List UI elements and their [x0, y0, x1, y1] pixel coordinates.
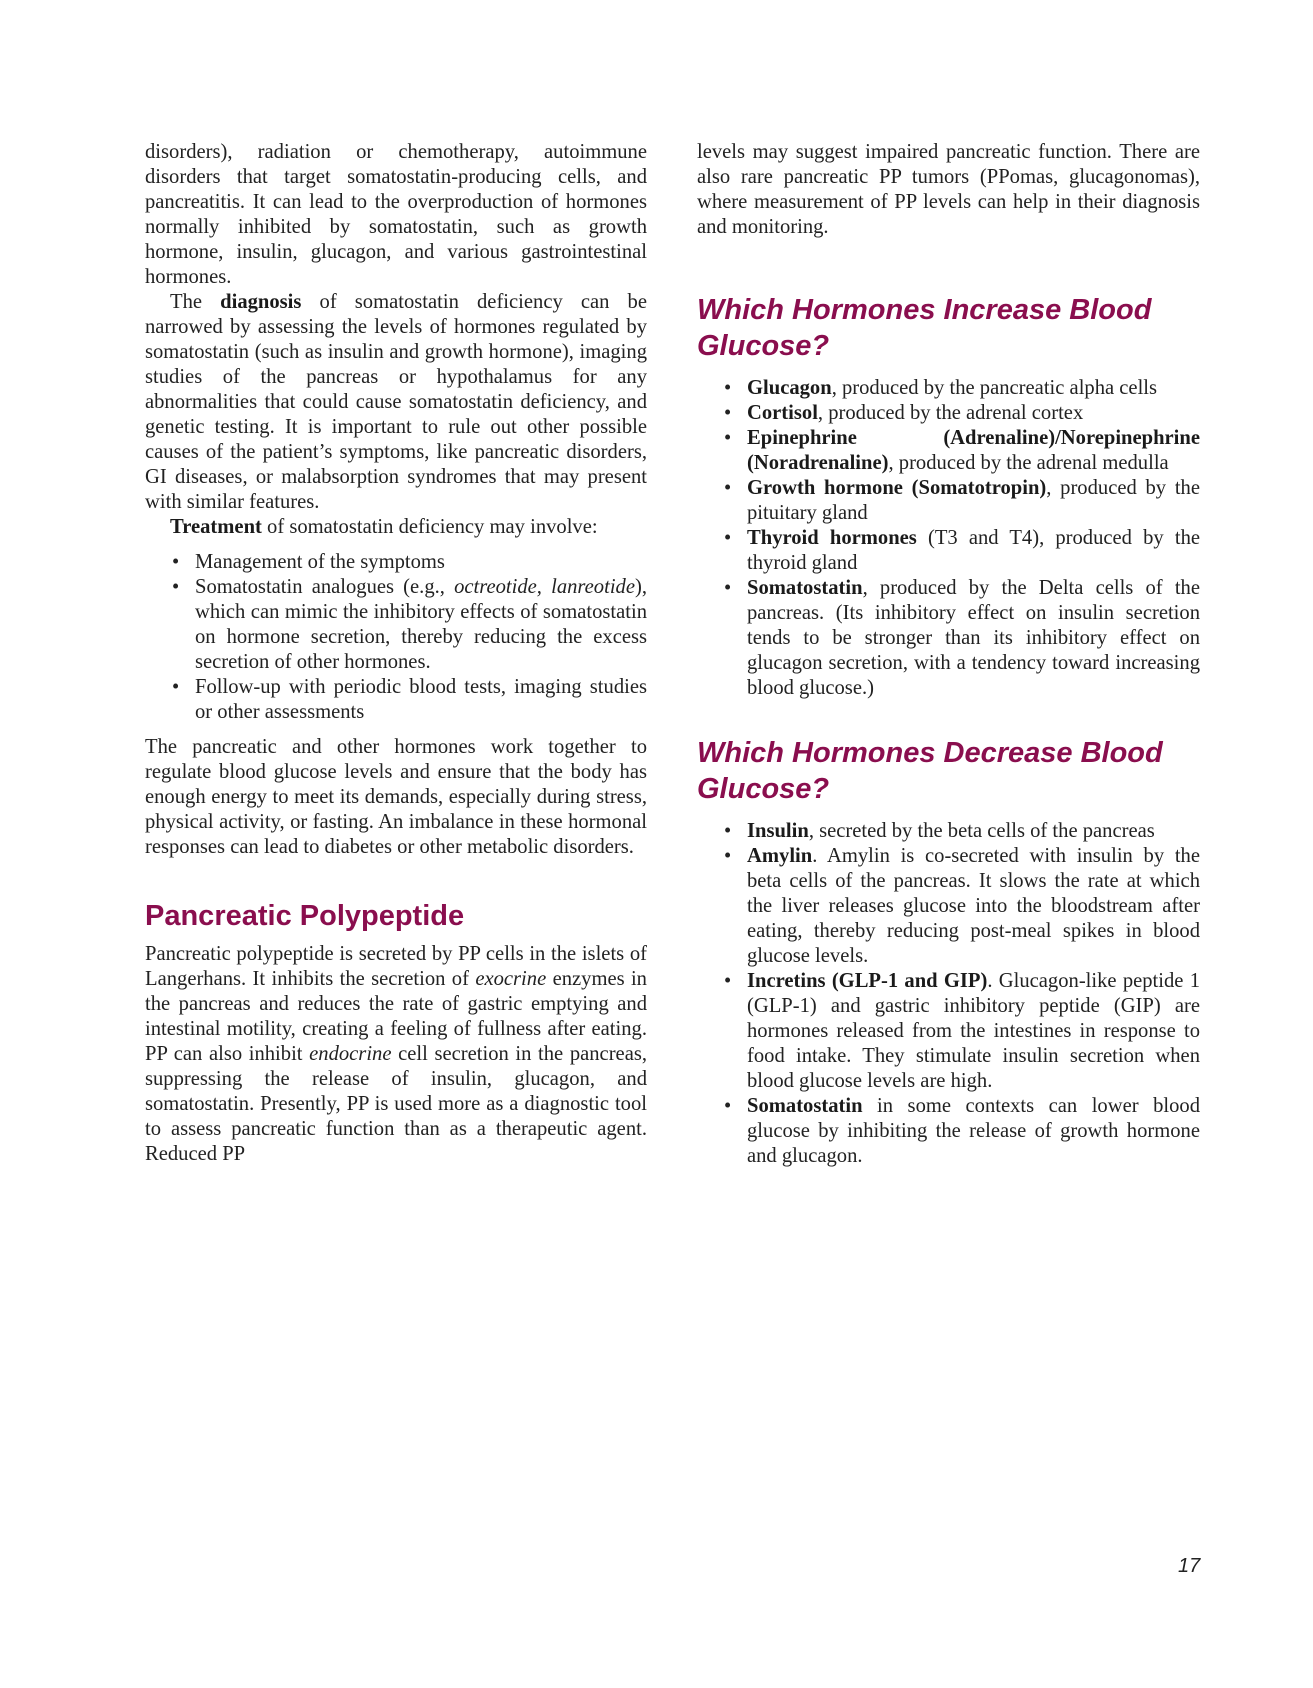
bullet-icon: • [724, 1095, 732, 1117]
list-item: • Somatostatin, produced by the Delta cells of the pancreas. (Its inhibitory effect on insulin secretion tends to be stronger than its inhibitory effect on glucagon secretion, with a tendency toward increasing blood glucose.) [724, 577, 1200, 699]
bullet-icon: • [724, 577, 732, 599]
list-item: • Glucagon, produced by the pancreatic alpha cells [724, 377, 1158, 399]
treatment-list [145, 550, 647, 725]
paragraph-pp-levels: levels may suggest impaired pancreatic function. There are also rare pancreatic PP tumors (PPomas, glucagonomas), where measurement of PP levels can help in their diagnosis and monitoring. [697, 141, 1200, 238]
increase-glucose-list [697, 376, 1200, 701]
list-item: • Incretins (GLP-1 and GIP). Glucagon-like peptide 1 (GLP-1) and gastric inhibitory peptide (GIP) are hormones released from the intestines in response to food intake. They stimulate insulin secretion when blood glucose levels are high. [724, 970, 1200, 1092]
right-column [697, 140, 1200, 1169]
page-number: 17 [1178, 1555, 1201, 1577]
list-item: • Somatostatin in some contexts can lower blood glucose by inhibiting the release of growth hormone and glucagon. [724, 1095, 1200, 1167]
list-item: • Amylin. Amylin is co-secreted with insulin by the beta cells of the pancreas. It slows the rate at which the liver releases glucose into the bloodstream after eating, thereby reducing post-meal spikes in blood glucose levels. [724, 845, 1200, 967]
list-item: • Cortisol, produced by the adrenal cortex [724, 402, 1084, 424]
heading-pancreatic-polypeptide: Pancreatic Polypeptide [145, 900, 465, 932]
bullet-icon: • [724, 527, 732, 549]
list-item: • Growth hormone (Somatotropin), produced by the pituitary gland [724, 477, 1200, 524]
list-item: • Management of the symptoms [172, 551, 445, 573]
term-treatment: Treatment [170, 516, 262, 538]
list-item: • Epinephrine (Adrenaline)/Norepinephrine (Noradrenaline), produced by the adrenal medulla [724, 427, 1200, 474]
bullet-icon: • [724, 377, 732, 399]
bullet-icon: • [724, 845, 732, 867]
paragraph-hormones-work-together: The pancreatic and other hormones work together to regulate blood glucose levels and ensure that the body has enough energy to meet its demands, especially during stress, physical activity, or fasting. An imbalance in these hormonal responses can lead to diabetes or other metabolic disorders. [145, 736, 647, 858]
list-item: • Insulin, secreted by the beta cells of the pancreas [724, 820, 1155, 842]
heading-decrease-blood-glucose: Which Hormones Decrease Blood Glucose? [697, 737, 1163, 805]
list-item: • Follow-up with periodic blood tests, imaging studies or other assessments [172, 676, 647, 723]
bullet-icon: • [724, 970, 732, 992]
bullet-icon: • [724, 427, 732, 449]
decrease-glucose-list [697, 819, 1200, 1169]
bullet-icon: • [172, 576, 180, 598]
paragraph-diagnosis: The diagnosis of somatostatin deficiency can be narrowed by assessing the levels of hormones regulated by somatostatin (such as insulin and growth hormone), imaging studies of the pancreas or hypothalamus for any abnormalities that could cause somatostatin deficiency, and genetic testing. It is important to rule out other possible causes of the patient’s symptoms, like pancreatic disorders, GI diseases, or malabsorption syndromes that may present with similar features. [145, 291, 647, 513]
bullet-icon: • [724, 402, 732, 424]
paragraph-pancreatic-polypeptide: Pancreatic polypeptide is secreted by PP cells in the islets of Langerhans. It inhibits the secretion of exocrine enzymes in the pancreas and reduces the rate of gastric emptying and intestinal motility, creating a feeling of fullness after eating. PP can also inhibit endocrine cell secretion in the pancreas, suppressing the release of insulin, glucagon, and somatostatin. Presently, PP is used more as a diagnostic tool to assess pancreatic function than as a therapeutic agent. Reduced PP [145, 943, 647, 1165]
paragraph-somatostatin-causes: disorders), radiation or chemotherapy, autoimmune disorders that target somatostatin-producing cells, and pancreatitis. It can lead to the overproduction of hormones normally inhibited by somatostatin, such as growth hormone, insulin, glucagon, and various gastrointestinal hormones. [145, 141, 647, 288]
bullet-icon: • [172, 676, 180, 698]
list-item: • Somatostatin analogues (e.g., octreotide, lanreotide), which can mimic the inhibitory effects of somatostatin on hormone secretion, thereby reducing the excess secretion of other hormones. [172, 576, 647, 673]
bullet-icon: • [724, 477, 732, 499]
paragraph-treatment: Treatment of somatostatin deficiency may involve: [170, 516, 598, 538]
term-diagnosis: diagnosis [220, 291, 302, 313]
list-item: • Thyroid hormones (T3 and T4), produced by the thyroid gland [724, 527, 1201, 574]
bullet-icon: • [172, 551, 180, 573]
bullet-icon: • [724, 820, 732, 842]
heading-increase-blood-glucose: Which Hormones Increase Blood Glucose? [697, 294, 1152, 362]
left-column [145, 140, 647, 1167]
